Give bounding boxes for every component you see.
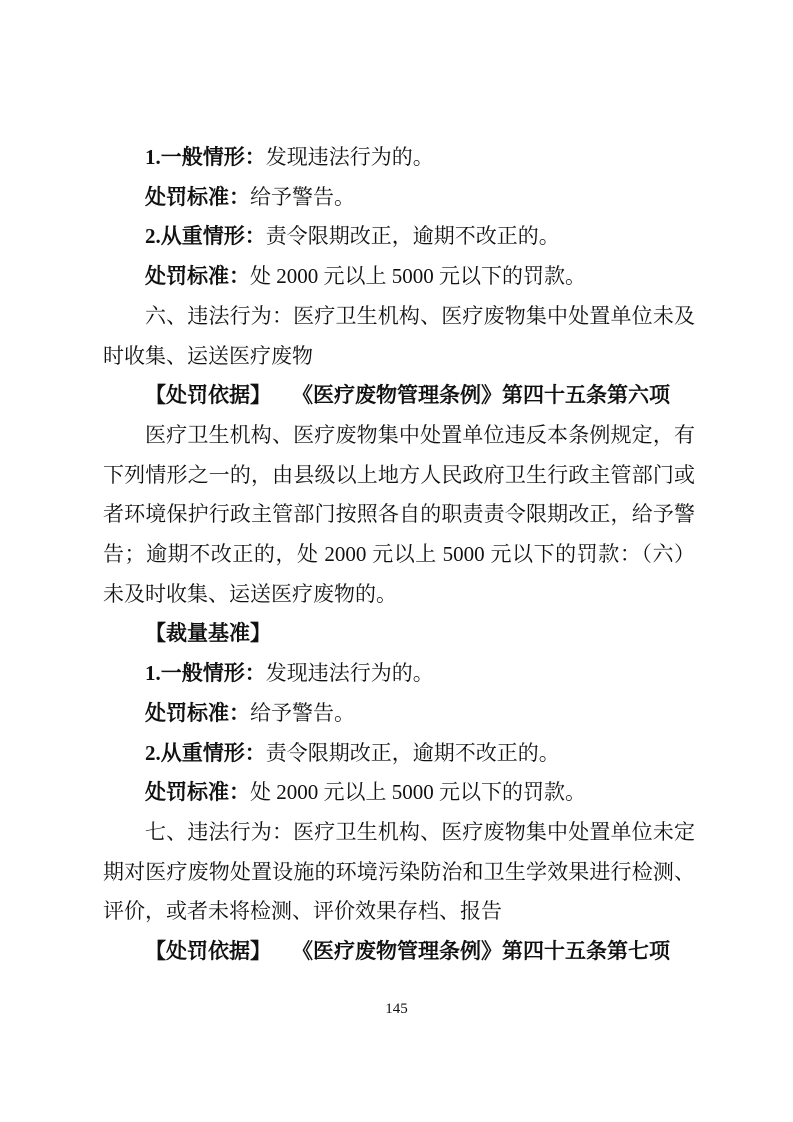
text-segment: 七、违法行为：医疗卫生机构、医疗废物集中处置单位未定期对医疗废物处置设施的环境污染防治和卫生学效果进行检测、评价，或者未将检测、评价效果存档、报告 (103, 819, 695, 924)
text-segment: 医疗卫生机构、医疗废物集中处置单位违反本条例规定，有下列情形之一的，由县级以上地方人民政府卫生行政主管部门或者环境保护行政主管部门按照各自的职责责令限期改正，给予警告；逾期不改正的，处 2000 元以上 5000 元以下的罚款：（六）未及时收集、运送医疗废物的。 (103, 422, 695, 606)
clause-aggravated-case-2 (103, 734, 695, 774)
bold-text-segment: 处罚标准： (145, 700, 250, 725)
page-footer (0, 1000, 793, 1018)
text-segment: 发现违法行为的。 (265, 145, 434, 169)
text-segment: 给予警告。 (250, 700, 355, 725)
regulation-excerpt-six (103, 416, 695, 615)
page-number: 145 (385, 1001, 408, 1017)
text-segment: 六、违法行为：医疗卫生机构、医疗废物集中处置单位未及时收集、运送医疗废物 (103, 303, 695, 368)
bold-text-segment: 处罚标准： (145, 184, 250, 209)
text-segment: 发现违法行为的。 (265, 661, 434, 686)
text-segment: 责令限期改正，逾期不改正的。 (265, 740, 560, 765)
clause-penalty-standard-4 (103, 773, 695, 813)
bold-text-segment: 【裁量基准】 (145, 621, 271, 646)
penalty-basis-heading-six (103, 376, 695, 416)
violation-item-seven (103, 813, 695, 932)
clause-general-case-2 (103, 654, 695, 694)
discretion-benchmark-heading (103, 614, 695, 654)
clause-penalty-standard-1 (103, 178, 695, 218)
text-segment: 处 2000 元以上 5000 元以下的罚款。 (250, 780, 586, 805)
clause-penalty-standard-3 (103, 694, 695, 734)
document-body (103, 138, 695, 972)
bold-text-segment: 【处罚依据】 《医疗废物管理条例》第四十五条第六项 (145, 383, 670, 408)
bold-text-segment: 2.从重情形： (145, 224, 266, 249)
text-segment: 责令限期改正，逾期不改正的。 (265, 224, 560, 249)
bold-text-segment: 1.一般情形： (145, 661, 266, 686)
bold-text-segment: 处罚标准： (145, 264, 250, 289)
penalty-basis-heading-seven (103, 932, 695, 972)
text-segment: 处 2000 元以上 5000 元以下的罚款。 (250, 264, 586, 289)
clause-penalty-standard-2 (103, 257, 695, 297)
bold-text-segment: 【处罚依据】 《医疗废物管理条例》第四十五条第七项 (145, 939, 670, 964)
text-segment: 给予警告。 (250, 184, 355, 209)
clause-aggravated-case-1 (103, 217, 695, 257)
clause-general-case-1 (103, 138, 695, 178)
bold-text-segment: 处罚标准： (145, 780, 250, 805)
violation-item-six (103, 297, 695, 376)
bold-text-segment: 1.一般情形： (145, 145, 266, 169)
bold-text-segment: 2.从重情形： (145, 740, 266, 765)
